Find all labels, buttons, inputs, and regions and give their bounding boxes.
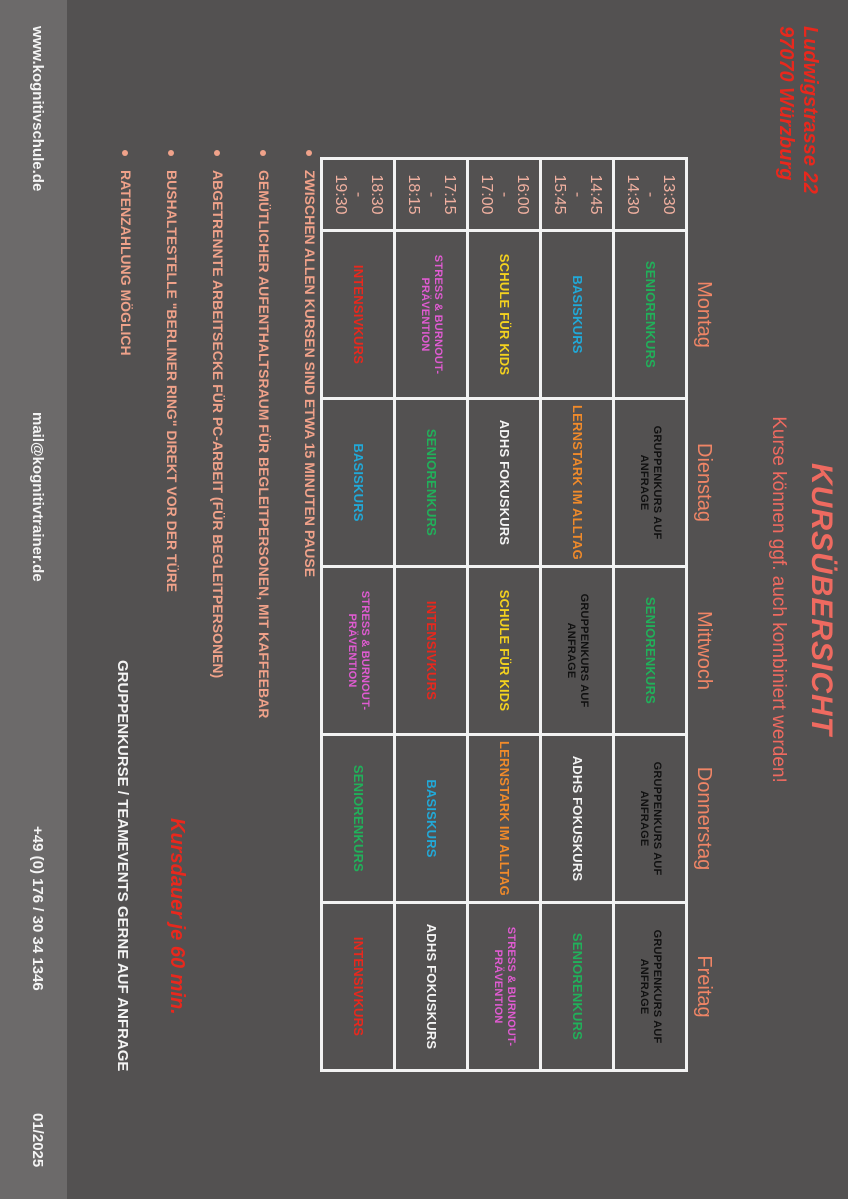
time-sep: - xyxy=(569,191,586,198)
footer-phone[interactable]: +49 (0) 176 / 30 34 1346 xyxy=(29,826,46,991)
table-row xyxy=(541,159,614,1071)
table-corner xyxy=(687,159,721,231)
course-cell: GRUPPENKURS AUF ANFRAGE xyxy=(614,399,687,567)
time-end: 15:45 xyxy=(551,174,568,215)
course-schedule-table xyxy=(320,157,720,1072)
info-list xyxy=(103,150,333,718)
time-end: 14:30 xyxy=(624,174,641,215)
footer-website[interactable]: www.kognitivschule.de xyxy=(29,26,46,192)
course-cell: LERNSTARK IM ALLTAG xyxy=(468,735,541,903)
table-row xyxy=(468,159,541,1071)
page-title: KURSÜBERSICHT xyxy=(805,462,838,736)
info-text: ABGETRENNTE ARBEITSECKE FÜR PC-ARBEIT (FÜR BEGLEITPERSONEN) xyxy=(210,170,226,679)
course-cell: GRUPPENKURS AUF ANFRAGE xyxy=(614,903,687,1071)
bullet-icon xyxy=(214,150,220,156)
time-slot xyxy=(541,159,614,231)
course-cell: INTENSIVKURS xyxy=(322,231,395,399)
course-cell: GRUPPENKURS AUF ANFRAGE xyxy=(541,567,614,735)
bullet-icon xyxy=(168,150,174,156)
footer-email[interactable]: mail@kognitivtrainer.de xyxy=(29,412,46,582)
info-item xyxy=(241,150,287,718)
course-cell: SENIORENKURS xyxy=(322,735,395,903)
course-cell: ADHS FOKUSKURS xyxy=(541,735,614,903)
time-end: 17:00 xyxy=(478,174,495,215)
footer-date: 01/2025 xyxy=(29,1113,46,1168)
day-header-thursday: Donnerstag xyxy=(693,766,716,871)
day-header-friday: Freitag xyxy=(693,955,716,1018)
time-start: 16:00 xyxy=(514,174,531,215)
bullet-icon xyxy=(122,150,128,156)
address-city: 97070 Würzburg xyxy=(775,26,797,181)
time-sep: - xyxy=(496,191,513,198)
course-cell: SENIORENKURS xyxy=(614,567,687,735)
course-cell: INTENSIVKURS xyxy=(395,567,468,735)
course-cell: GRUPPENKURS AUF ANFRAGE xyxy=(614,735,687,903)
time-start: 14:45 xyxy=(587,174,604,215)
course-cell: BASISKURS xyxy=(322,399,395,567)
time-end: 18:15 xyxy=(405,174,422,215)
course-cell: SENIORENKURS xyxy=(541,903,614,1071)
course-cell: SENIORENKURS xyxy=(614,231,687,399)
course-cell: STRESS & BURNOUT-PRÄVENTION xyxy=(468,903,541,1071)
time-start: 17:15 xyxy=(441,174,458,215)
group-courses-note: GRUPPENKURSE / TEAMEVENTS GERNE AUF ANFRAGE xyxy=(114,660,131,1072)
course-cell: BASISKURS xyxy=(541,231,614,399)
bullet-icon xyxy=(260,150,266,156)
info-item xyxy=(103,150,149,718)
course-cell: ADHS FOKUSKURS xyxy=(468,399,541,567)
info-text: RATENZAHLUNG MÖGLICH xyxy=(118,170,134,356)
day-header-wednesday: Mittwoch xyxy=(693,611,716,690)
info-text: BUSHALTESTELLE "BERLINER RING" DIREKT VOR DER TÜRE xyxy=(164,170,180,593)
time-start: 18:30 xyxy=(368,174,385,215)
day-header-monday: Montag xyxy=(693,281,716,348)
time-sep: - xyxy=(423,191,440,198)
course-cell: INTENSIVKURS xyxy=(322,903,395,1071)
course-cell: STRESS & BURNOUT-PRÄVENTION xyxy=(395,231,468,399)
time-slot xyxy=(614,159,687,231)
time-start: 13:30 xyxy=(660,174,677,215)
page-subtitle: Kurse können ggf. auch kombiniert werden! xyxy=(768,416,789,783)
course-duration: Kursdauer je 60 min. xyxy=(166,818,188,1015)
time-end: 19:30 xyxy=(332,174,349,215)
address-street: Ludwigstrasse 22 xyxy=(799,26,821,194)
info-item xyxy=(149,150,195,718)
info-text: ZWISCHEN ALLEN KURSEN SIND ETWA 15 MINUTEN PAUSE xyxy=(302,170,318,578)
table-row xyxy=(614,159,687,1071)
bullet-icon xyxy=(306,150,312,156)
time-slot xyxy=(468,159,541,231)
course-cell: BASISKURS xyxy=(395,735,468,903)
time-slot xyxy=(395,159,468,231)
time-sep: - xyxy=(642,191,659,198)
time-sep: - xyxy=(350,191,367,198)
table-row xyxy=(395,159,468,1071)
course-cell: SCHULE FÜR KIDS xyxy=(468,567,541,735)
info-item xyxy=(195,150,241,718)
course-cell: SCHULE FÜR KIDS xyxy=(468,231,541,399)
course-cell: ADHS FOKUSKURS xyxy=(395,903,468,1071)
info-text: GEMÜTLICHER AUFENTHALTSRAUM FÜR BEGLEITPERSONEN, MIT KAFFEEBAR xyxy=(256,170,272,719)
day-header-tuesday: Dienstag xyxy=(693,443,716,522)
info-item xyxy=(287,150,333,718)
course-cell: LERNSTARK IM ALLTAG xyxy=(541,399,614,567)
course-cell: SENIORENKURS xyxy=(395,399,468,567)
course-cell: STRESS & BURNOUT-PRÄVENTION xyxy=(322,567,395,735)
